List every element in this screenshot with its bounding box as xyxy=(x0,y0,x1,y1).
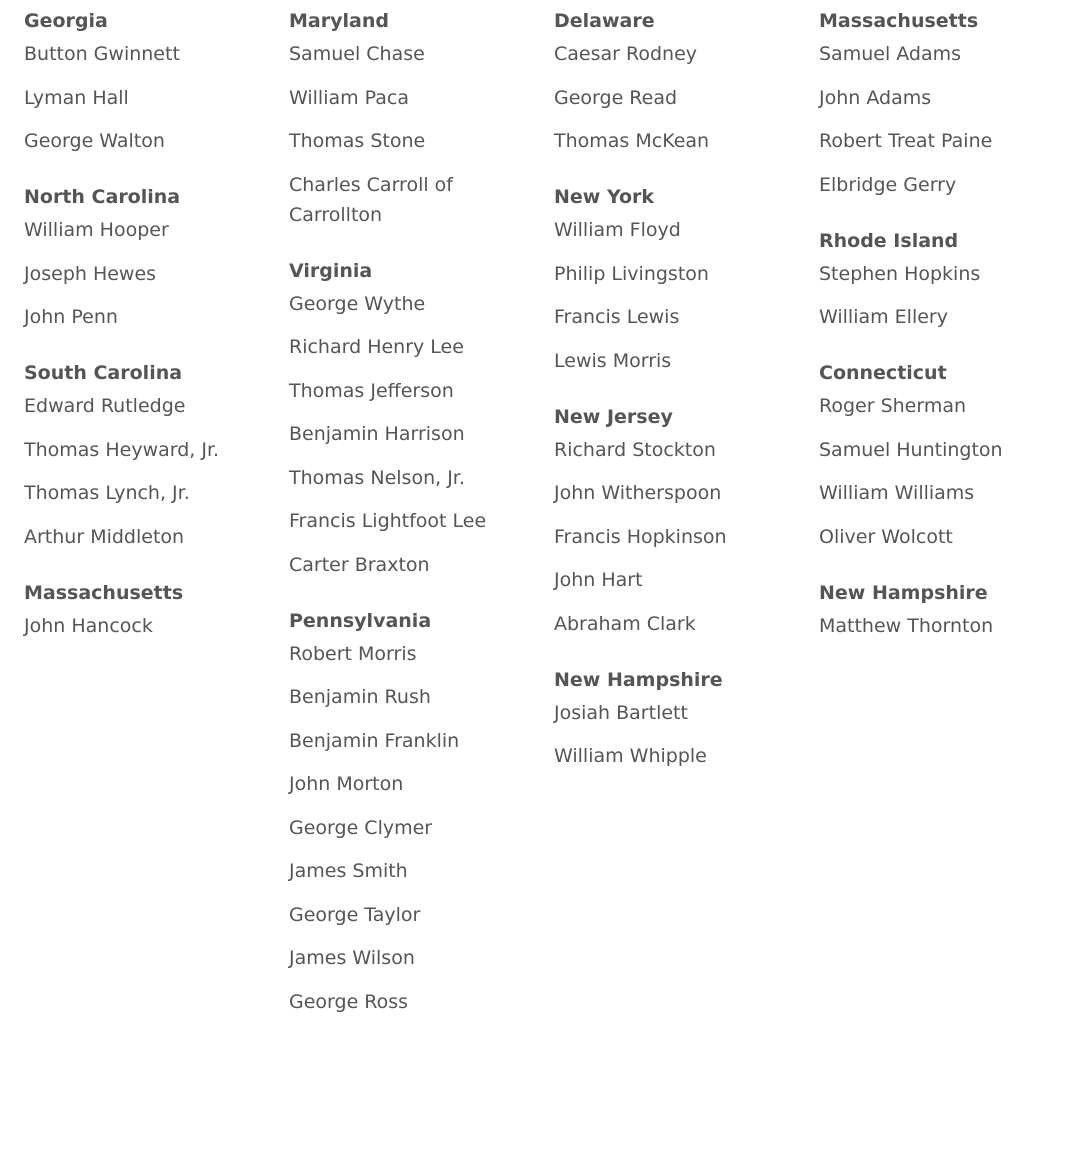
state-heading: North Carolina xyxy=(24,186,181,208)
signer-name: John Hart xyxy=(554,569,643,591)
signer-name: John Penn xyxy=(24,306,118,328)
state-heading: Virginia xyxy=(289,259,373,282)
state-group xyxy=(289,610,549,1017)
state-group xyxy=(554,669,814,772)
state-column xyxy=(819,0,1065,641)
state-heading: Delaware xyxy=(554,10,655,32)
state-group xyxy=(24,362,284,552)
signer-name: Benjamin Franklin xyxy=(289,729,460,752)
signer-name: William Williams xyxy=(819,482,975,504)
state-group xyxy=(554,10,814,156)
signer-list xyxy=(554,39,814,156)
signer-name: George Walton xyxy=(24,130,165,152)
signer-name: Francis Lightfoot Lee xyxy=(289,510,487,532)
signer-name: George Clymer xyxy=(289,816,433,839)
signer-list xyxy=(289,639,549,1017)
signer-name: George Wythe xyxy=(289,292,426,315)
signer-name: Francis Lewis xyxy=(554,306,680,328)
state-group xyxy=(289,260,549,580)
signer-list xyxy=(289,39,549,230)
signer-name: William Hooper xyxy=(24,219,169,241)
state-heading: South Carolina xyxy=(24,362,183,384)
signer-name: Thomas Heyward, Jr. xyxy=(24,438,220,461)
state-heading: New Jersey xyxy=(554,405,673,428)
state-heading: Maryland xyxy=(289,10,389,32)
state-group xyxy=(819,582,1065,641)
signer-list xyxy=(819,391,1065,552)
signer-name: Abraham Clark xyxy=(554,612,696,635)
signer-name: William Floyd xyxy=(554,219,681,241)
signer-name: Lewis Morris xyxy=(554,349,672,372)
state-heading: Connecticut xyxy=(819,362,947,384)
signer-name: John Hancock xyxy=(24,614,153,637)
state-heading: Georgia xyxy=(24,10,108,32)
signer-name: Joseph Hewes xyxy=(24,262,157,285)
state-heading: Rhode Island xyxy=(819,229,959,252)
state-heading: Pennsylvania xyxy=(289,609,432,632)
signer-name: Arthur Middleton xyxy=(24,525,185,548)
state-group xyxy=(819,10,1065,200)
signer-name: Philip Livingston xyxy=(554,262,709,285)
signer-list xyxy=(24,391,284,552)
signer-name: Button Gwinnett xyxy=(24,43,180,65)
signer-list xyxy=(554,435,814,639)
state-group xyxy=(819,362,1065,552)
signer-name: Josiah Bartlett xyxy=(554,701,688,724)
signer-list xyxy=(24,215,284,332)
signer-name: Thomas Stone xyxy=(289,130,426,152)
signer-name: William Ellery xyxy=(819,306,948,328)
state-heading: Massachusetts xyxy=(24,581,184,604)
signer-name: Caesar Rodney xyxy=(554,43,698,65)
signer-name: James Wilson xyxy=(289,947,415,969)
signer-name: Benjamin Rush xyxy=(289,686,431,708)
signer-list xyxy=(819,259,1065,333)
signer-name: Roger Sherman xyxy=(819,395,967,417)
signer-name: William Paca xyxy=(289,86,410,109)
state-group xyxy=(24,10,284,156)
signer-list xyxy=(819,39,1065,200)
signer-name: Thomas Jefferson xyxy=(289,379,454,402)
signer-name: Thomas Lynch, Jr. xyxy=(24,482,190,504)
signer-name: John Morton xyxy=(289,773,404,795)
state-column xyxy=(289,0,549,1017)
signer-name: Robert Morris xyxy=(289,642,417,665)
signer-name: Richard Stockton xyxy=(554,438,716,461)
state-column xyxy=(24,0,284,641)
signer-name: George Read xyxy=(554,86,678,109)
signer-name: Richard Henry Lee xyxy=(289,336,464,358)
signer-name: Carter Braxton xyxy=(289,553,430,576)
signer-name: Benjamin Harrison xyxy=(289,423,465,445)
state-group xyxy=(819,230,1065,333)
signer-name: John Witherspoon xyxy=(554,482,722,504)
signer-name: James Smith xyxy=(289,860,408,882)
signer-list xyxy=(24,39,284,156)
signer-name: William Whipple xyxy=(554,745,707,767)
signer-name: Stephen Hopkins xyxy=(819,262,981,285)
signer-name: Samuel Chase xyxy=(289,43,425,65)
signer-name: George Ross xyxy=(289,990,409,1013)
state-heading: New Hampshire xyxy=(554,668,723,691)
signer-name: Samuel Huntington xyxy=(819,438,1003,461)
signer-name: Matthew Thornton xyxy=(819,614,994,637)
state-group xyxy=(24,186,284,332)
signer-name: Francis Hopkinson xyxy=(554,525,727,548)
signer-list xyxy=(819,611,1065,641)
signer-list xyxy=(554,215,814,376)
signer-name: Samuel Adams xyxy=(819,43,962,65)
state-group xyxy=(554,186,814,376)
state-group xyxy=(289,10,549,230)
signer-list xyxy=(289,289,549,580)
state-heading: New York xyxy=(554,186,655,208)
signer-name: Charles Carroll of Carrollton xyxy=(289,173,453,226)
state-column xyxy=(554,0,814,771)
signer-name: Thomas McKean xyxy=(554,130,710,152)
signer-name: Robert Treat Paine xyxy=(819,130,993,152)
signer-name: Elbridge Gerry xyxy=(819,173,957,196)
signer-name: Edward Rutledge xyxy=(24,395,186,417)
signer-name: Lyman Hall xyxy=(24,86,129,109)
state-heading: New Hampshire xyxy=(819,581,988,604)
signer-name: Thomas Nelson, Jr. xyxy=(289,466,465,489)
signer-name: John Adams xyxy=(819,86,932,109)
signer-list xyxy=(554,698,814,772)
state-heading: Massachusetts xyxy=(819,10,979,32)
state-group xyxy=(24,582,284,641)
signer-name: George Taylor xyxy=(289,903,421,926)
signer-name: Oliver Wolcott xyxy=(819,525,953,548)
state-group xyxy=(554,406,814,639)
signer-list xyxy=(24,611,284,641)
